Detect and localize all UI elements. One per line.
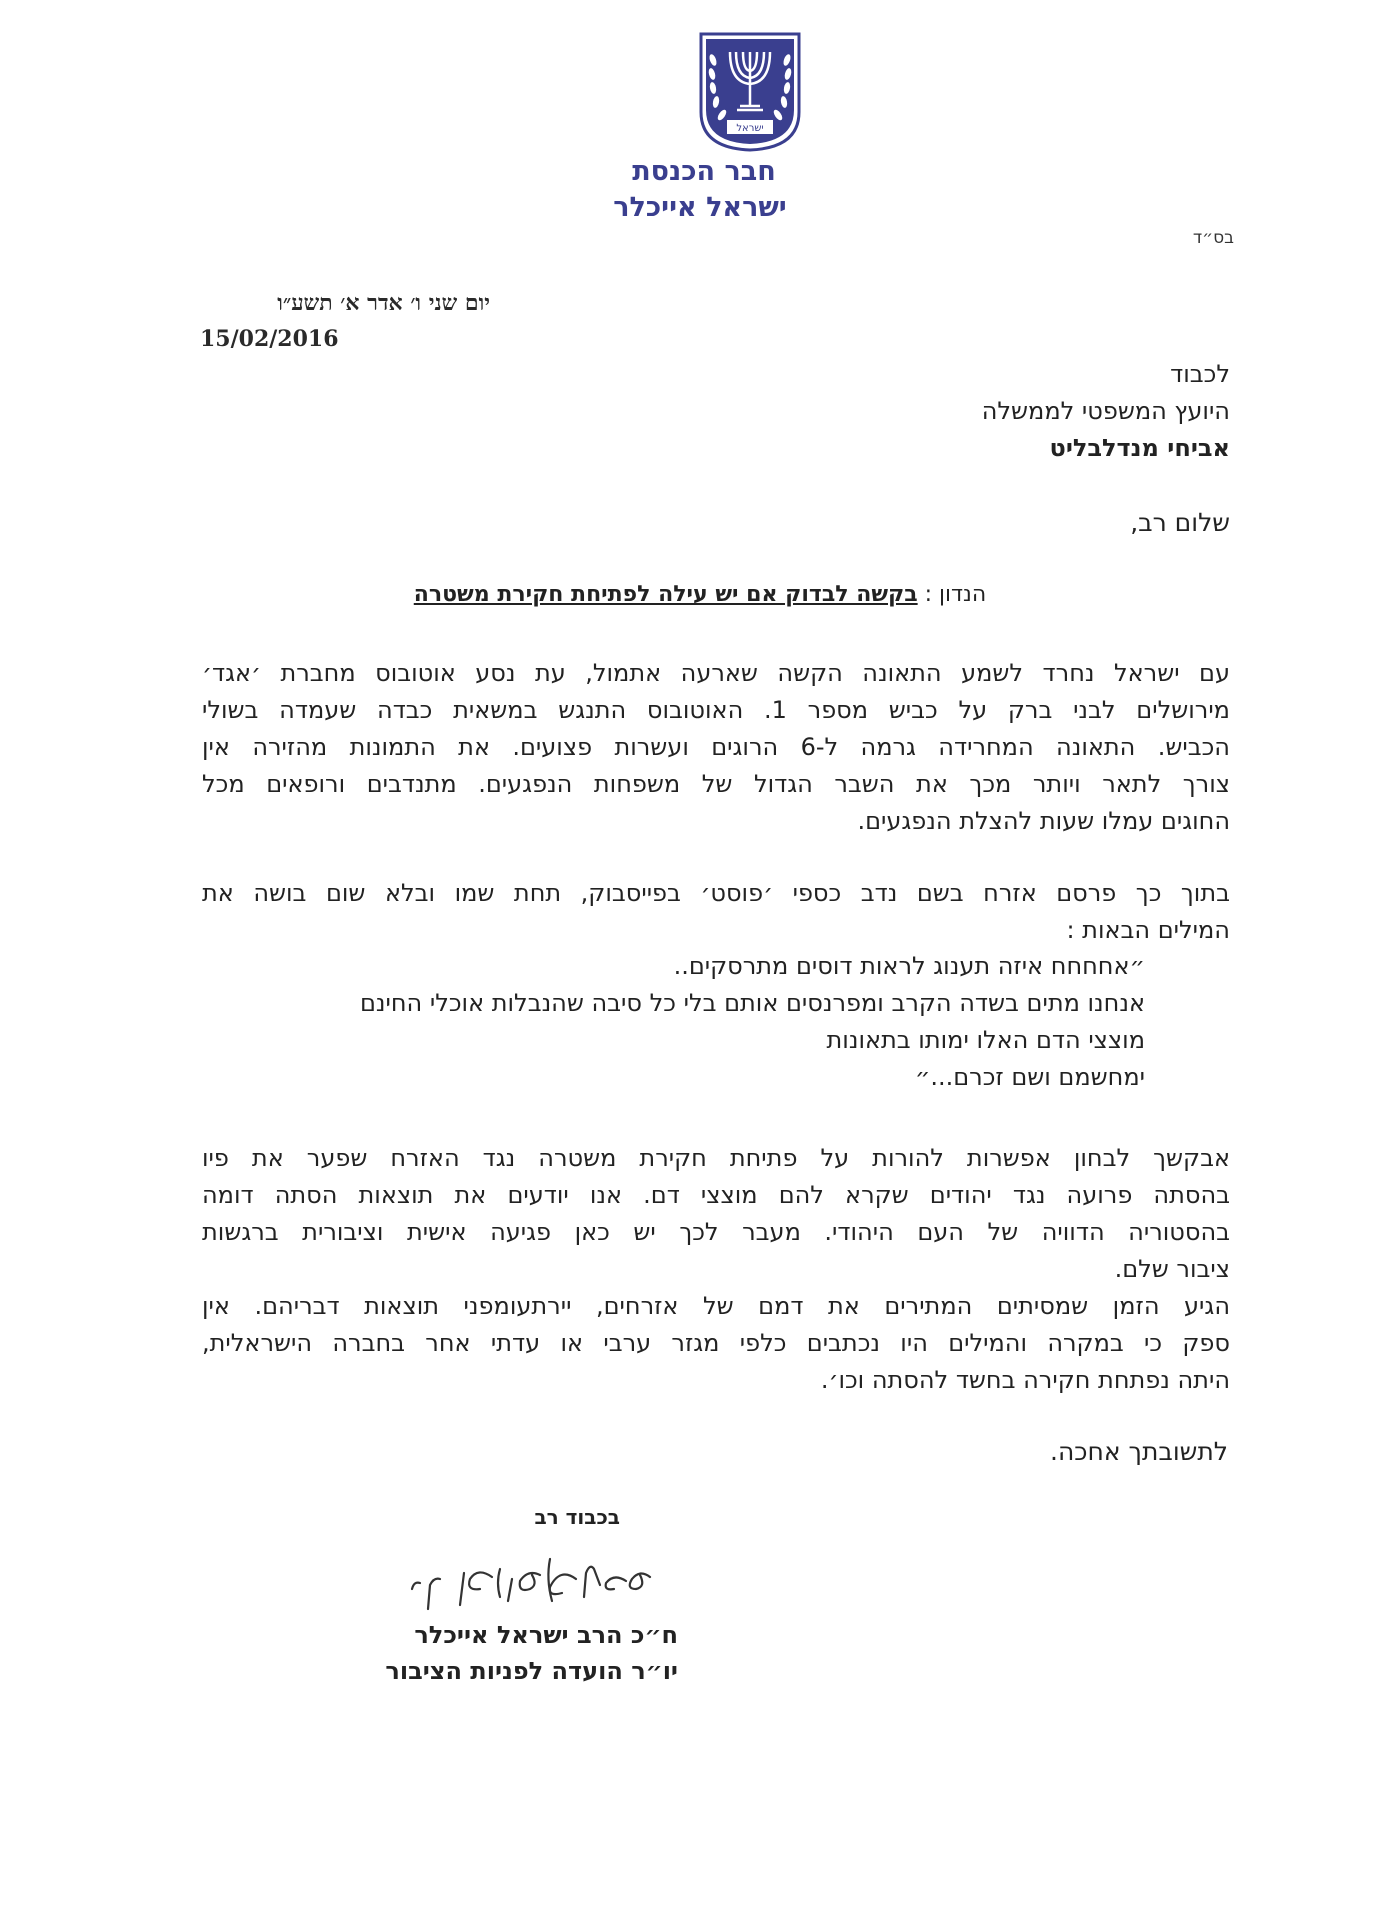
emblem-caption: ישראל (736, 123, 764, 134)
bsd-mark: בס״ד (1192, 228, 1234, 248)
greeting: שלום רב, (1130, 508, 1230, 537)
subject-text: בקשה לבדוק אם יש עילה לפתיחת חקירת משטרה (413, 582, 918, 607)
header-title-line1: חבר הכנסת (632, 156, 776, 187)
subject-line (0, 582, 1400, 607)
menorah-emblem (697, 30, 803, 154)
subject-label: הנדון : (924, 582, 987, 607)
paragraph-1 (202, 655, 1230, 840)
hebrew-date: יום שני ו׳ אדר א׳ תשע״ו (277, 290, 490, 316)
paragraph-line: ספק כי במקרה והמילים היו נכתבים כלפי מגזר ערבי או עדתי אחר בחברה הישראלית, (202, 1329, 1230, 1357)
paragraph-line: היתה נפתחת חקירה בחשד להסתה וכו׳. (820, 1366, 1230, 1394)
paragraph-3 (202, 1140, 1230, 1399)
quote-line: ימחשמם ושם זכרם...״ (914, 1063, 1145, 1091)
date-block (200, 285, 490, 357)
paragraph-line: ציבור שלם. (1114, 1255, 1230, 1283)
paragraph-line: בהסתה פרועה נגד יהודים שקרא להם מוצצי דם. אנו יודעים את תוצאות הסתה דומה (202, 1181, 1230, 1209)
signature-block (360, 1505, 700, 1685)
knesset-emblem-icon (697, 30, 803, 154)
paragraph-line: החוגים עמלו שעות להצלת הנפגעים. (857, 807, 1230, 835)
paragraph-2 (202, 875, 1230, 949)
addressee-name: אביחי מנדלבליט (1049, 434, 1230, 462)
paragraph-line: בהסטוריה הדוויה של העם היהודי. מעבר לכך יש כאן פגיעה אישית וציבורית ברגשות (202, 1218, 1230, 1246)
addressee-title: היועץ המשפטי לממשלה (981, 397, 1230, 425)
paragraph-line: צורך לתאר ויותר מכך את השבר הגדול של משפחות הנפגעים. מתנדבים ורופאים מכל (202, 770, 1230, 798)
signatory-role: יו״ר הועדה לפניות הציבור (385, 1657, 678, 1685)
paragraph-line: עם ישראל נחרד לשמע התאונה הקשה שארעה אתמול, עת נסע אוטובוס מחברת ׳אגד׳ (202, 659, 1230, 687)
quote-line: מוצצי הדם האלו ימותו בתאונות (826, 1026, 1145, 1054)
signatory-name: ח״כ הרב ישראל אייכלר (414, 1621, 678, 1649)
paragraph-line: בתוך כך פרסם אזרח בשם נדב כספי ׳פוסט׳ בפייסבוק, תחת שמו ובלא שום בושה את (202, 879, 1230, 907)
quoted-post (202, 948, 1145, 1096)
paragraph-line: הכביש. התאונה המחרידה גרמה ל-6 הרוגים ועשרות פצועים. את התמונות מהזירה אין (202, 733, 1230, 761)
paragraph-line: הגיע הזמן שמסיתים המתירים את דמם של אזרחים, יירתעומפני תוצאות דבריהם. אין (202, 1292, 1230, 1320)
signature-regards: בכבוד רב (534, 1505, 620, 1529)
paragraph-line: אבקשך לבחון אפשרות להורות על פתיחת חקירת משטרה נגד האזרח שפער את פיו (202, 1144, 1230, 1172)
quote-line: ״אחחחח איזה תענוג לראות דוסים מתרסקים.. (673, 952, 1145, 980)
addressee-honorific: לכבוד (1170, 360, 1230, 388)
header-title-line2: ישראל אייכלר (613, 192, 787, 223)
addressee-block (982, 356, 1230, 467)
handwritten-signature-icon (400, 1539, 670, 1619)
paragraph-line: המילים הבאות : (1066, 916, 1230, 944)
quote-line: אנחנו מתים בשדה הקרב ומפרנסים אותם בלי כל סיבה שהנבלות אוכלי החינם (359, 989, 1145, 1017)
paragraph-line: מירושלים לבני ברק על כביש מספר 1. האוטובוס התנגש במשאית כבדה שעמדה בשולי (202, 696, 1230, 724)
gregorian-date: 15/02/2016 (200, 326, 339, 352)
closing-line: לתשובתך אחכה. (1050, 1437, 1228, 1466)
